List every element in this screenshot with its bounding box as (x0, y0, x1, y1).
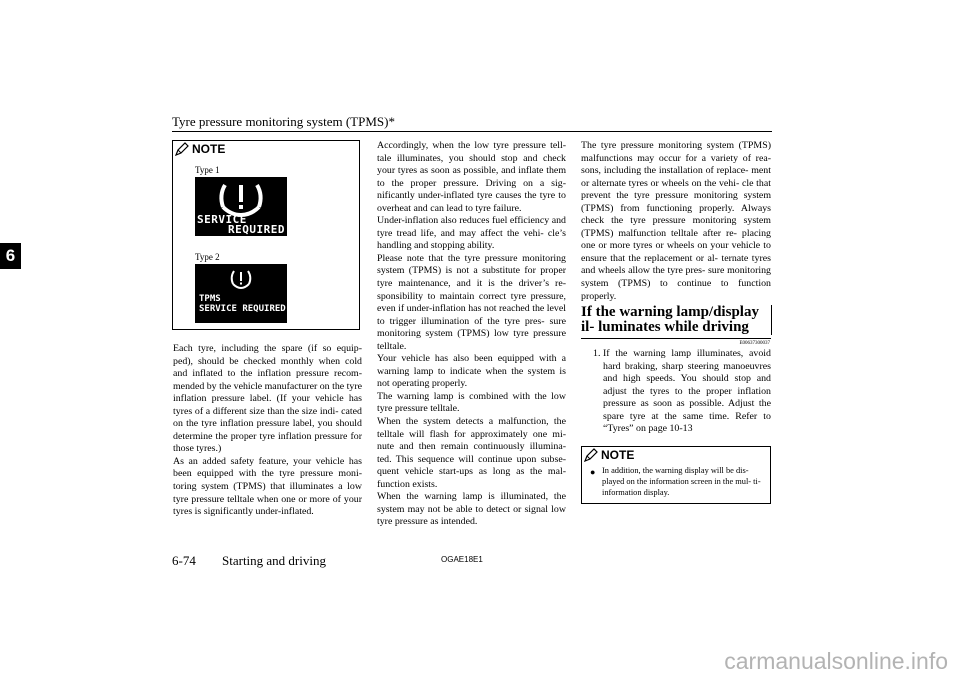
paragraph: The warning lamp is combined with the low tyre pressure telltale. (377, 390, 566, 415)
type1-label: Type 1 (195, 165, 220, 175)
tpms-display-type1 (195, 177, 287, 236)
header-rule (172, 131, 772, 132)
footer-page-number: 6-74 (172, 553, 196, 568)
pencil-note-icon (584, 448, 598, 462)
list-text: If the warning lamp illuminates, avoid hard braking, sharp steering manoeuvres and high speeds. You should stop and adjust the tyres to the proper inflation pressure as soon as possible. Adjust the spare tyre at the same time. Refer to “Tyres” on page 10-13 (603, 348, 771, 435)
paragraph: When the system detects a malfunction, the telltale will flash for approximately one mi- nute and then remain continuously illumina- ted. This sequence will continue upon subse- quent vehicle start-ups as long as the mal- function exists. (377, 416, 566, 490)
paragraph: The tyre pressure monitoring system (TPMS) malfunctions may occur for a variety of rea- sons, including the installation of replace- ment or alternate tyres or wheels on the vehi- cle that prevent the tyre pressure monitoring system (TPMS) from functioning properly. Always check the tyre pressure monitoring system (TPMS) malfunction telltale after re- placing one or more tyres or wheels on your vehicle to ensure that the replacement or al- ternate tyres and wheels allow the tyre pres- sure monitoring system (TPMS) to continue to function properly. (581, 140, 771, 302)
note-heading (175, 141, 225, 156)
type1-line2: REQUIRED (228, 223, 285, 236)
type2-line1: TPMS (199, 294, 221, 304)
paragraph: Please note that the tyre pressure monitoring system (TPMS) is not a substitute for proper tyre maintenance, and it is the driver’s re- sponsibility to maintain correct tyre pressure, even if under-inflation has not reached the level to trigger illumination of the tyre pres- sure monitoring system (TPMS) low tyre pressure telltale. (377, 252, 566, 352)
pencil-note-icon (175, 142, 189, 156)
watermark-link[interactable]: carmanualsonline.info (724, 648, 948, 674)
section-heading: If the warning lamp/display il- luminates while driving (581, 305, 772, 335)
paragraph: Accordingly, when the low tyre pressure tell- tale illuminates, you should stop and check your tyres as soon as possible, and inflate them to the proper pressure. Driving on a sig- nificantly under-inflated tyre causes the tyre to overheat and can lead to tyre failure. (377, 140, 566, 214)
type1-line1: SERVICE (197, 213, 247, 226)
column-3-text (581, 140, 771, 303)
numbered-list-item (593, 348, 771, 436)
page-header-title: Tyre pressure monitoring system (TPMS)* (172, 114, 395, 129)
column-1-text (173, 343, 362, 519)
tpms-display-type2 (195, 264, 287, 323)
type2-label: Type 2 (195, 252, 220, 262)
paragraph: When the warning lamp is illuminated, the system may not be able to detect or signal low tyre pressure as intended. (377, 491, 566, 528)
paragraph: Each tyre, including the spare (if so equip- ped), should be checked monthly when cold and inflated to the inflation pressure recom- mended by the vehicle manufacturer on the tyre inflation pressure label. (If your vehicle has tyres of a different size than the size indi- cated on the tyre inflation pressure label, you should determine the proper tyre inflation pressure for those tyres.) (173, 343, 362, 455)
footer-section-title: Starting and driving (222, 553, 326, 568)
heading-rule (581, 338, 771, 339)
note-label: NOTE (192, 141, 226, 156)
list-number: 1. (593, 348, 601, 359)
note-box-info (581, 446, 771, 504)
note-text: In addition, the warning display will be dis- played on the information screen in the mul- ti-information display. (602, 466, 761, 497)
footer-code: OGAE18E1 (441, 555, 483, 564)
paragraph: Your vehicle has also been equipped with a warning lamp to indicate when the system is not operating properly. (377, 353, 566, 390)
paragraph: Under-inflation also reduces fuel efficiency and tyre tread life, and may affect the vehi- cle’s handling and stopping ability. (377, 215, 566, 252)
bullet-icon: ● (590, 467, 596, 477)
type2-line2: SERVICE REQUIRED (199, 304, 286, 314)
note-box-warning-images (172, 140, 360, 330)
section-code: E00637300037 (739, 341, 770, 346)
paragraph: As an added safety feature, your vehicle has been equipped with the tyre pressure moni- toring system (TPMS) that illuminates a low tyre pressure telltale when one or more of your tyres is significantly under-inflated. (173, 455, 362, 518)
note-label: NOTE (601, 447, 635, 462)
column-2-text (377, 140, 566, 529)
note-heading (584, 447, 634, 462)
chapter-tab: 6 (0, 243, 21, 269)
